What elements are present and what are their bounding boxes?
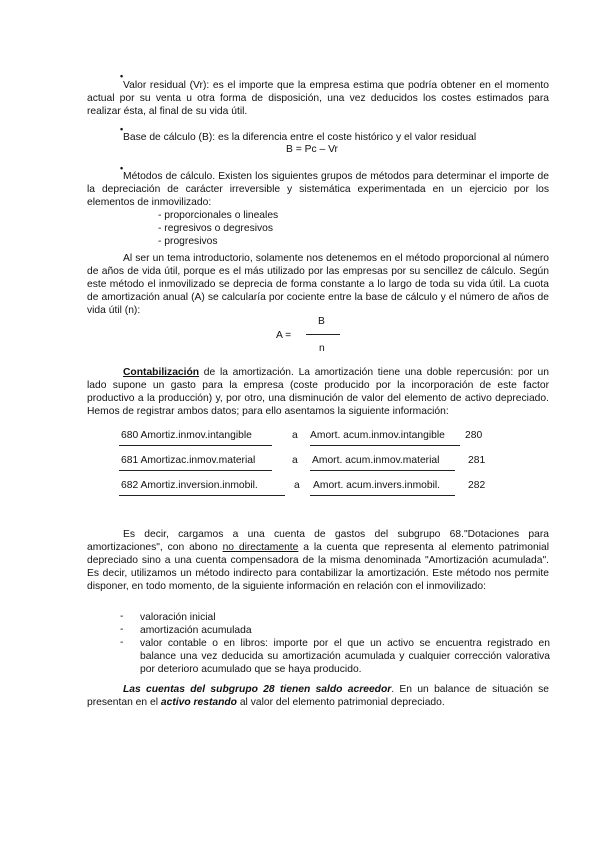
divider [310,495,455,496]
formula-denominator: n [319,343,325,354]
divider [119,445,272,446]
debit-account: 680 Amortiz.inmov.intangible [121,430,252,441]
dash: - [120,637,124,648]
credit-code: 281 [468,455,486,466]
credit-account: Amort. acum.invers.inmobil. [313,480,441,491]
metodos-list [158,209,278,248]
divider [310,445,460,446]
list-item-text: amortización acumulada [140,625,252,636]
divider [119,470,272,471]
bullet-icon: • [120,163,124,173]
bullet-icon: • [120,124,124,134]
contabilizacion-paragraph: Contabilización de la amortización. La amortización tiene una doble repercusión: por un lado supone un gasto para la empresa (coste producido por la incorporación de este factor productivo a la producción) y, por otro, una disminución de valor del elemento de activo depreciado. Hemos de registrar ambos datos; para ello asentamos la siguiente información: [87,367,549,417]
bullet-icon: • [120,71,124,81]
divider [119,495,285,496]
debit-account: 681 Amortizac.inmov.material [121,455,256,466]
credit-code: 282 [468,480,486,491]
list-item-text: valoración inicial [140,612,216,623]
divider [310,470,455,471]
a-connector: a [292,455,298,466]
introductory-paragraph: Al ser un tema introductorio, solamente nos detenemos en el método proporcional al número de años de vida útil, porque es el más utilizado por las empresas por su sencillez de cálculo. Según este método el inmovilizado se deprecia de forma constante a lo largo de toda su vida útil. La cuota de amortización anual (A) se calcularía por cociente entre la base de cálculo y el número de años de vida útil (n): [87,253,549,316]
list-item-text: valor contable o en libros: importe por el que un activo se encuentra registrado en balance una vez deducida su amortización acumulada y cualquier corrección valorativa por deterioro acumulado que se haya producido. [140,638,550,675]
base-calculo-paragraph: Base de cálculo (B): es la diferencia entre el coste histórico y el valor residual [123,132,477,143]
formula-base: B = Pc – Vr [286,144,338,155]
credit-account: Amort. acum.inmov.material [312,455,440,466]
list-item: - regresivos o degresivos [158,223,274,234]
a-connector: a [292,430,298,441]
formula-lhs: A = [276,330,292,341]
valor-residual-paragraph: Valor residual (Vr): es el importe que la empresa estima que podría obtener en el momento actual por su venta u otra forma de disposición, una vez deducidos los costes estimados para realizar ésta, al final de su vida útil. [87,80,549,117]
credit-code: 280 [465,430,483,441]
dash: - [120,624,124,635]
metodos-paragraph: Métodos de cálculo. Existen los siguientes grupos de métodos para determinar el importe de la depreciación de carácter irreversible y sistemática experimentada en un ejercicio por los elementos de inmovilizado: [87,171,549,208]
list-item: - progresivos [158,236,218,247]
formula-numerator: B [318,316,325,327]
fraction-line [306,334,340,335]
es-decir-paragraph: Es decir, cargamos a una cuenta de gastos del subgrupo 68."Dotaciones para amortizaciones", con abono no directamente a la cuenta que representa al elemento patrimonial depreciado sino a una cuenta compensadora de la misma denominada "Amortización acumulada". Es decir, utilizamos un método indirecto para contabilizar la amortización. Este método nos permite disponer, en todo momento, de la siguiente información en relación con el inmovilizado: [87,529,549,592]
credit-account: Amort. acum.inmov.intangible [310,430,445,441]
a-connector: a [294,480,300,491]
final-paragraph: Las cuentas del subgrupo 28 tienen saldo acreedor. En un balance de situación se presentan en el activo restando al valor del elemento patrimonial depreciado. [87,684,549,708]
debit-account: 682 Amortiz.inversion.inmobil. [121,480,258,491]
dash: - [120,611,124,622]
list-item: - proporcionales o lineales [158,210,279,221]
